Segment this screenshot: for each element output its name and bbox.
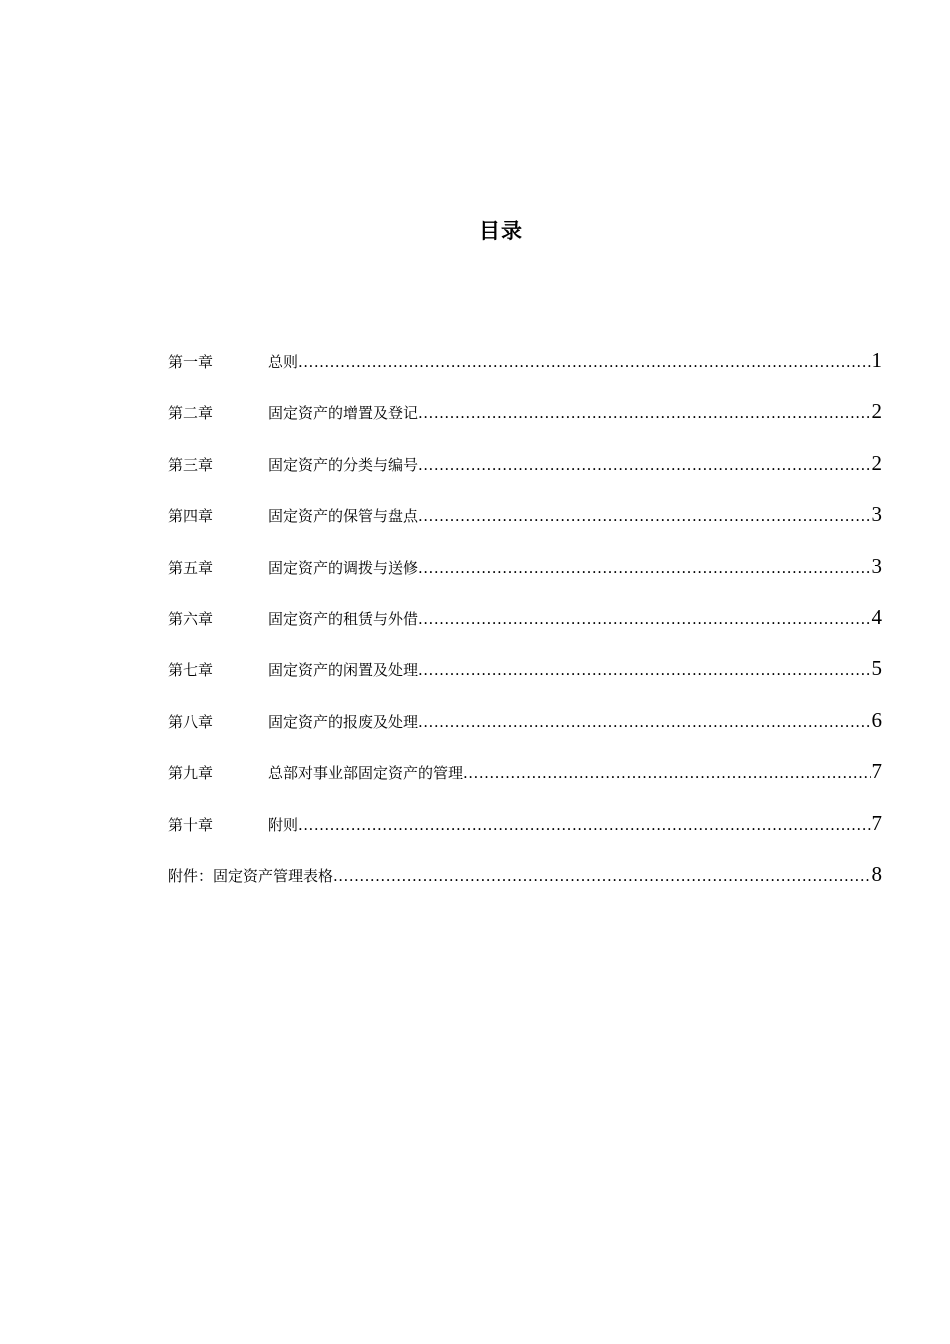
toc-chapter-number: 第三章 [168, 455, 214, 474]
toc-dot-leader [333, 859, 870, 893]
toc-dot-leader [463, 756, 870, 790]
toc-chapter-number: 第二章 [168, 404, 214, 423]
toc-chapter-title: 固定资产的报废及处理 [268, 712, 419, 731]
toc-page-number: 3 [871, 553, 882, 578]
toc-list [168, 343, 882, 908]
toc-chapter-title: 固定资产的分类与编号 [268, 455, 419, 474]
toc-page-number: 6 [871, 707, 882, 732]
toc-page-number: 5 [871, 656, 882, 681]
toc-chapter-title: 总部对事业部固定资产的管理 [268, 764, 464, 783]
toc-chapter-number: 第四章 [168, 507, 214, 526]
toc-chapter-title: 固定资产的保管与盘点 [268, 507, 419, 526]
toc-chapter-number: 第一章 [168, 353, 214, 371]
toc-chapter-title: 固定资产的租赁与外借 [268, 609, 419, 628]
toc-entry[interactable] [168, 703, 882, 754]
toc-entry[interactable] [168, 446, 882, 497]
toc-entry[interactable] [168, 343, 882, 394]
toc-chapter-title: 固定资产的增置及登记 [268, 404, 419, 423]
toc-chapter-number: 第七章 [168, 661, 214, 680]
toc-page-number: 7 [871, 759, 882, 784]
toc-dot-leader [418, 499, 870, 533]
toc-chapter-number: 第六章 [168, 609, 214, 628]
toc-page-number: 7 [871, 810, 882, 835]
toc-chapter-number: 第八章 [168, 712, 214, 731]
toc-dot-leader [298, 345, 870, 379]
toc-page-number: 4 [871, 604, 882, 629]
toc-page-number: 1 [871, 348, 882, 372]
toc-page-number: 2 [871, 399, 882, 424]
toc-chapter-title: 附则 [268, 815, 299, 834]
toc-dot-leader [418, 551, 870, 585]
toc-entry[interactable] [168, 806, 882, 857]
toc-page-number: 8 [871, 861, 882, 886]
toc-title: 目录 [479, 219, 523, 243]
toc-page-number: 2 [871, 450, 882, 475]
toc-chapter-title: 总则 [268, 353, 299, 371]
toc-dot-leader [418, 653, 870, 687]
toc-entry[interactable] [168, 600, 882, 651]
toc-dot-leader [418, 448, 870, 482]
toc-entry[interactable] [168, 754, 882, 805]
toc-chapter-title: 固定资产的调拨与送修 [268, 558, 419, 577]
toc-dot-leader [418, 602, 870, 636]
toc-entry[interactable] [168, 497, 882, 548]
toc-page-number: 3 [871, 502, 882, 527]
toc-chapter-number: 第五章 [168, 558, 214, 577]
toc-dot-leader [418, 396, 870, 430]
toc-dot-leader [418, 705, 870, 739]
toc-entry[interactable] [168, 651, 882, 702]
toc-entry[interactable] [168, 549, 882, 600]
toc-chapter-number: 第十章 [168, 815, 214, 834]
toc-chapter-title: 固定资产的闲置及处理 [268, 661, 419, 680]
toc-entry[interactable] [168, 394, 882, 445]
toc-dot-leader [298, 808, 870, 842]
toc-chapter-number: 第九章 [168, 764, 214, 783]
toc-entry-appendix[interactable] [168, 857, 882, 908]
toc-appendix-title: 附件：固定资产管理表格 [168, 866, 334, 885]
